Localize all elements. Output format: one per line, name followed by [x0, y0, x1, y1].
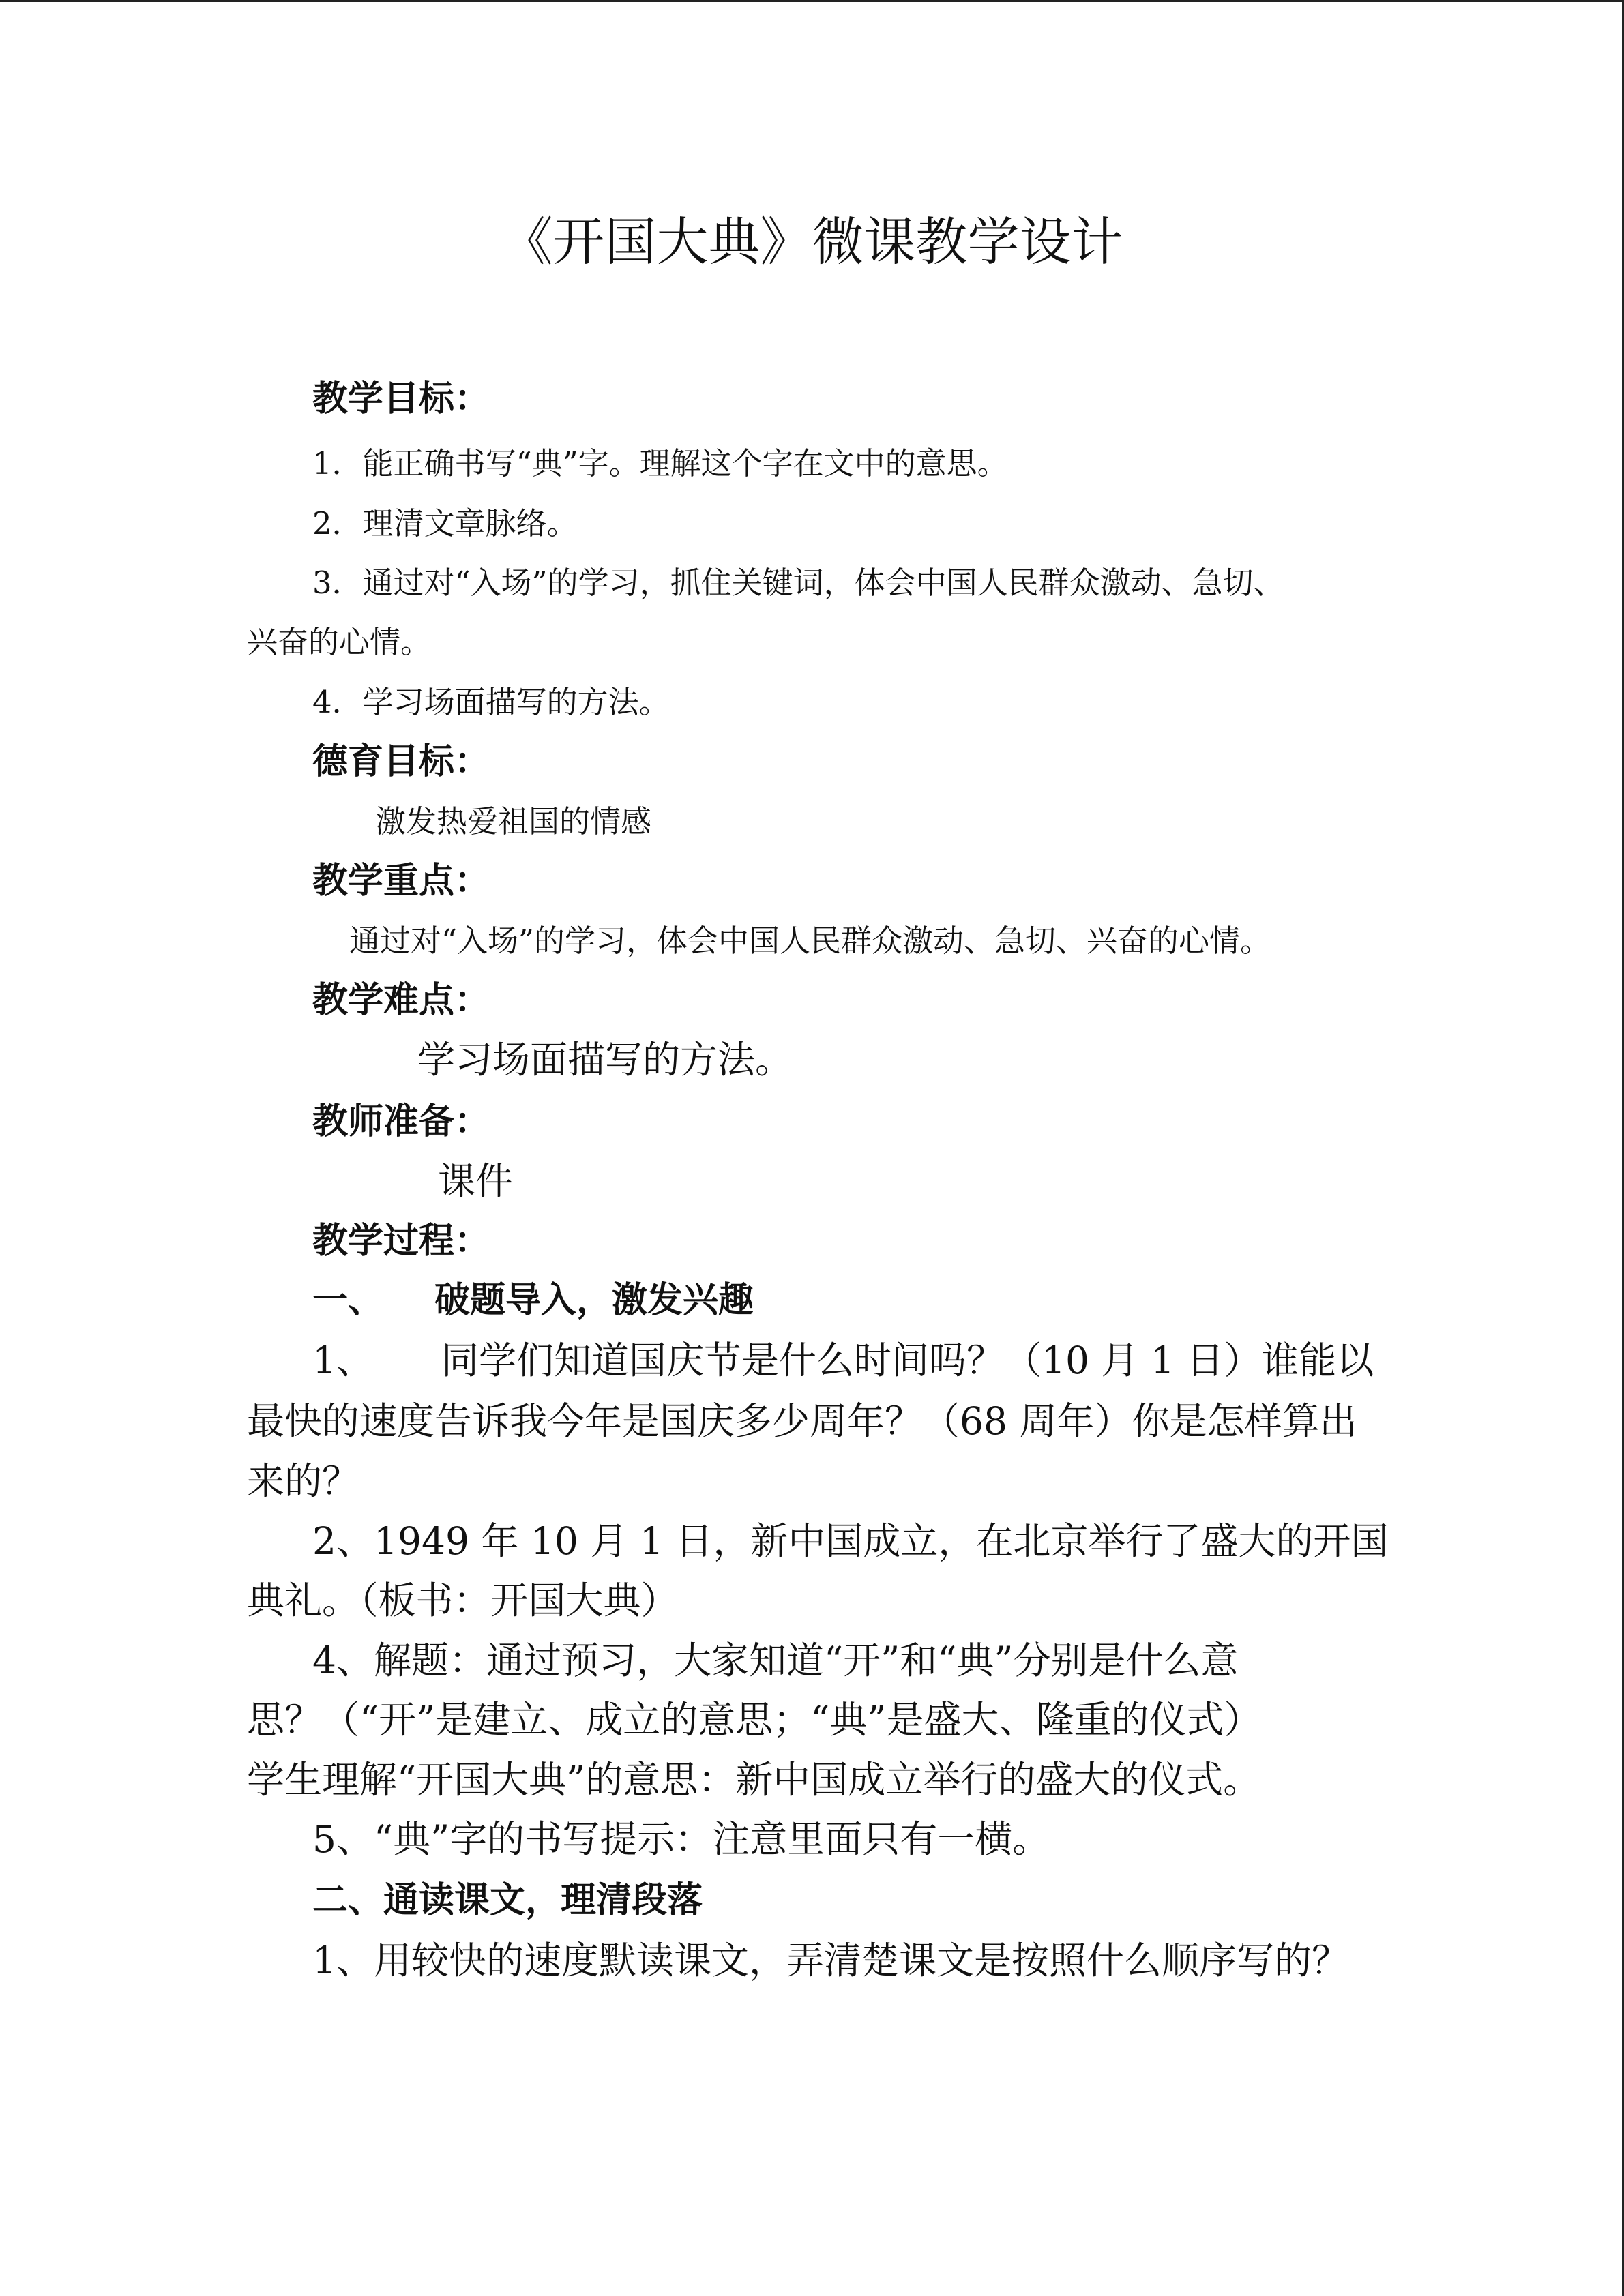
- process-heading: 教学过程：: [312, 1220, 490, 1262]
- process-item-2: 2、1949 年 10 月 1 日，新中国成立，在北京举行了盛大的开国: [312, 1519, 1389, 1563]
- process-item-1-text: 同学们知道国庆节是什么时间吗？（10 月 1 日）谁能以: [441, 1339, 1374, 1382]
- process-item-4: 4、解题：通过预习，大家知道“开”和“典”分别是什么意: [312, 1639, 1239, 1682]
- goal-item-4: 4．学习场面描写的方法。: [312, 684, 670, 720]
- goal-item-3: 3．通过对“入场”的学习，抓住关键词，体会中国人民群众激动、急切、: [312, 565, 1284, 601]
- goals-heading: 教学目标：: [312, 378, 490, 419]
- process-item-1-number: 1、: [312, 1339, 374, 1382]
- process-item-1-line-2: 最快的速度告诉我今年是国庆多少周年？（68 周年）你是怎样算出: [247, 1399, 1357, 1443]
- key-point-text: 通过对“入场”的学习，体会中国人民群众激动、急切、兴奋的心情。: [349, 923, 1271, 959]
- section1-number: 一、: [312, 1279, 384, 1321]
- difficulty-text: 学习场面描写的方法。: [417, 1038, 793, 1082]
- document-title: 《开国大典》微课教学设计: [501, 211, 1123, 272]
- goal-item-1: 1．能正确书写“典”字。理解这个字在文中的意思。: [312, 445, 1008, 481]
- moral-text: 激发热爱祖国的情感: [375, 803, 652, 839]
- process-item-4-line-3: 学生理解“开国大典”的意思：新中国成立举行的盛大的仪式。: [247, 1758, 1261, 1802]
- difficulty-heading: 教学难点：: [312, 979, 490, 1021]
- process-item-4-line-2: 思？（“开”是建立、成立的意思；“典”是盛大、隆重的仪式）: [247, 1698, 1262, 1742]
- process-item-5: 5、“典”字的书写提示：注意里面只有一横。: [312, 1817, 1050, 1861]
- section2-item-1: 1、用较快的速度默读课文，弄清楚课文是按照什么顺序写的？: [312, 1939, 1349, 1982]
- preparation-text: 课件: [438, 1159, 514, 1203]
- goal-item-2: 2．理清文章脉络。: [312, 505, 578, 541]
- page-border-top: [0, 0, 1624, 2]
- moral-heading: 德育目标：: [312, 741, 490, 782]
- section2-title: 二、通读课文，理清段落: [312, 1879, 703, 1921]
- process-item-2-line-2: 典礼。（板书：开国大典）: [247, 1579, 679, 1622]
- preparation-heading: 教师准备：: [312, 1101, 490, 1142]
- section1-title: 破题导入，激发兴趣: [434, 1279, 754, 1321]
- key-point-heading: 教学重点：: [312, 860, 490, 901]
- goal-item-3-continued: 兴奋的心情。: [247, 624, 432, 660]
- process-item-1-line-3: 来的？: [247, 1459, 360, 1503]
